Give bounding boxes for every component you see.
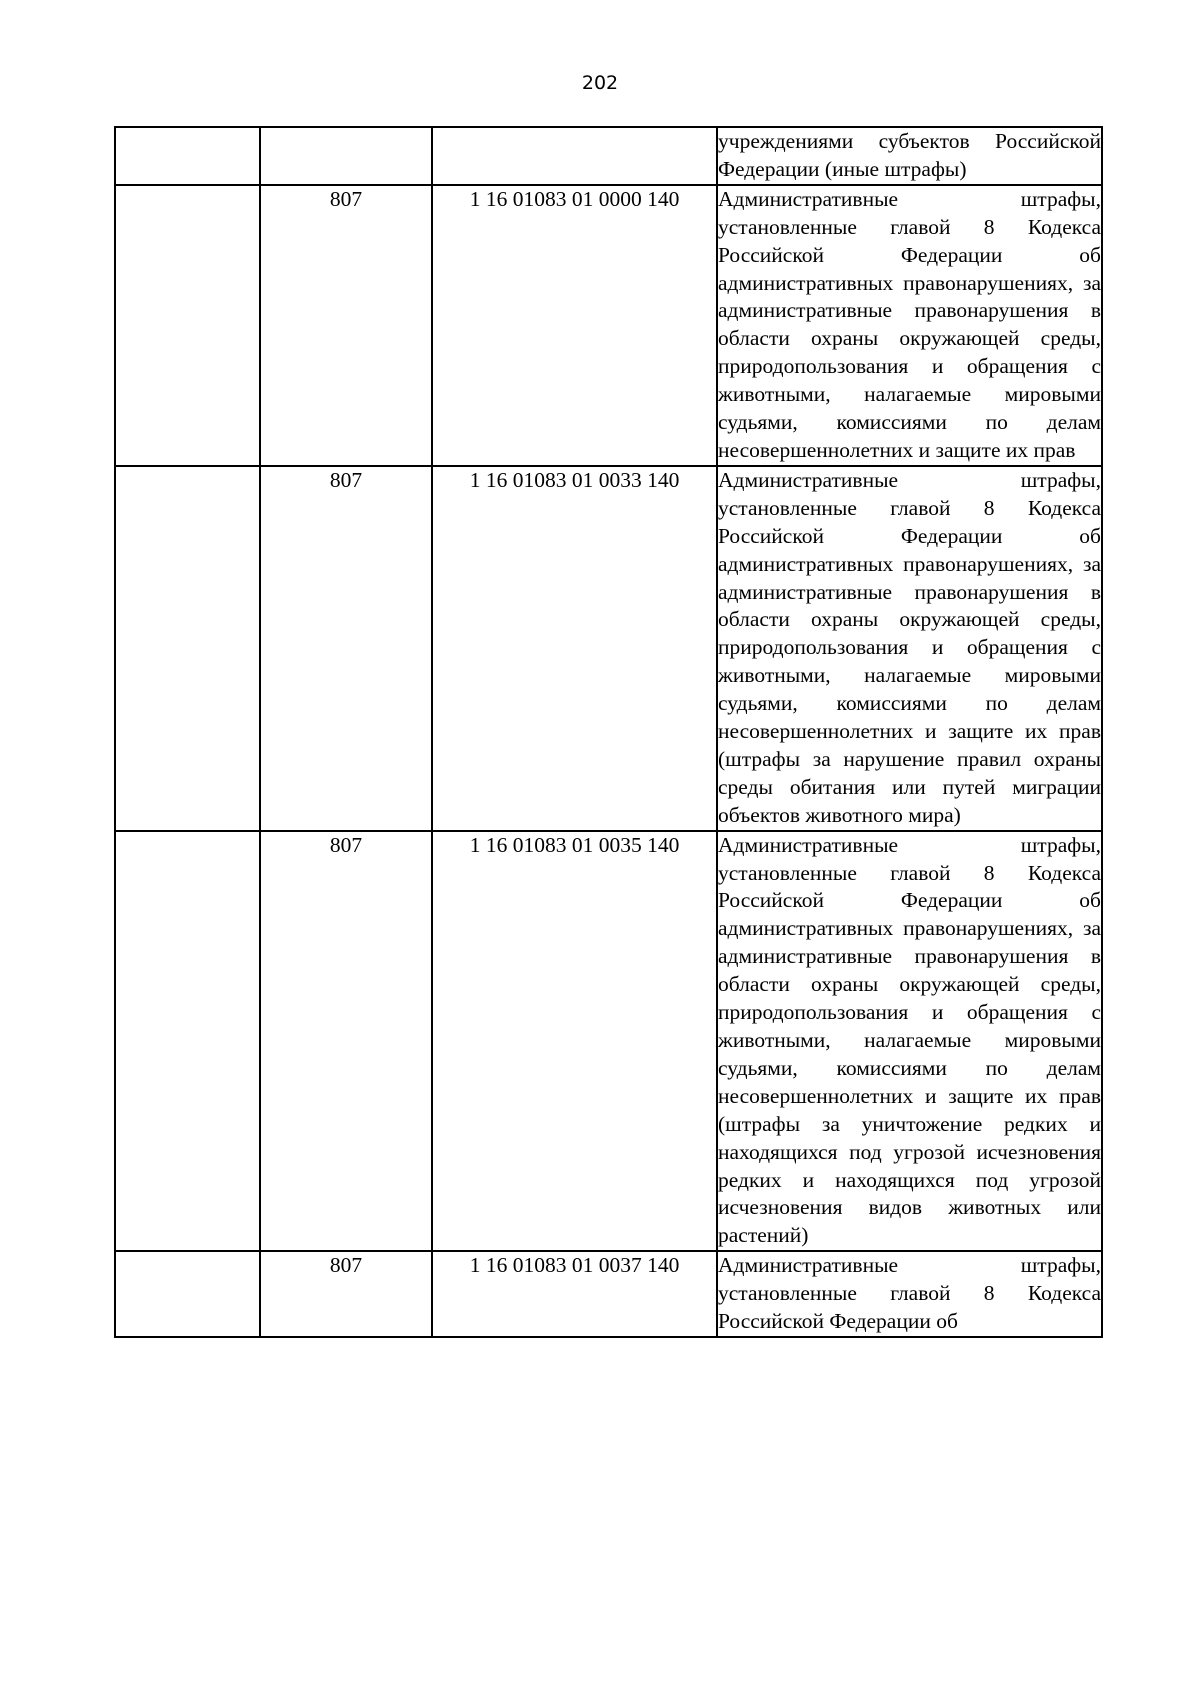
- page-number: 202: [581, 72, 619, 94]
- table-cell-admin-code: [260, 127, 432, 185]
- table-cell-budget-code: 1 16 01083 01 0000 140: [432, 185, 717, 466]
- table-cell-description: Административные штрафы, установленные главой 8 Кодекса Российской Федерации об административных правонарушениях, за административные правонарушения в области охраны окружающей среды, природопользования и обращения с животными, налагаемые мировыми судьями, комиссиями по делам несовершеннолетних и защите их прав (штрафы за уничтожение редких и находящихся под угрозой исчезновения редких и находящихся под угрозой исчезновения видов животных или растений): [717, 831, 1102, 1252]
- table-cell-description: Административные штрафы, установленные главой 8 Кодекса Российской Федерации об административных правонарушениях, за административные правонарушения в области охраны окружающей среды, природопользования и обращения с животными, налагаемые мировыми судьями, комиссиями по делам несовершеннолетних и защите их прав (штрафы за нарушение правил охраны среды обитания или путей миграции объектов животного мира): [717, 466, 1102, 831]
- table-cell-description: Административные штрафы, установленные главой 8 Кодекса Российской Федерации об административных правонарушениях, за административные правонарушения в области охраны окружающей среды, природопользования и обращения с животными, налагаемые мировыми судьями, комиссиями по делам несовершеннолетних и защите их прав: [717, 185, 1102, 466]
- table-cell-budget-code: [432, 127, 717, 185]
- table-cell-admin-code: 807: [260, 466, 432, 831]
- table-cell-description: Административные штрафы, установленные главой 8 Кодекса Российской Федерации об: [717, 1251, 1102, 1337]
- table-cell-budget-code: 1 16 01083 01 0033 140: [432, 466, 717, 831]
- budget-codes-table: [114, 126, 1103, 1338]
- table-cell-col1: [115, 466, 260, 831]
- table-row: [115, 1251, 1102, 1337]
- table-cell-col1: [115, 1251, 260, 1337]
- table-cell-budget-code: 1 16 01083 01 0037 140: [432, 1251, 717, 1337]
- table-cell-col1: [115, 127, 260, 185]
- table-row: [115, 185, 1102, 466]
- table-cell-col1: [115, 831, 260, 1252]
- table-row: [115, 831, 1102, 1252]
- table-cell-admin-code: 807: [260, 185, 432, 466]
- table-cell-description: учреждениями субъектов Российской Федерации (иные штрафы): [717, 127, 1102, 185]
- table-cell-col1: [115, 185, 260, 466]
- table-row: [115, 466, 1102, 831]
- table-cell-admin-code: 807: [260, 1251, 432, 1337]
- table-cell-admin-code: 807: [260, 831, 432, 1252]
- table-cell-budget-code: 1 16 01083 01 0035 140: [432, 831, 717, 1252]
- table-row: [115, 127, 1102, 185]
